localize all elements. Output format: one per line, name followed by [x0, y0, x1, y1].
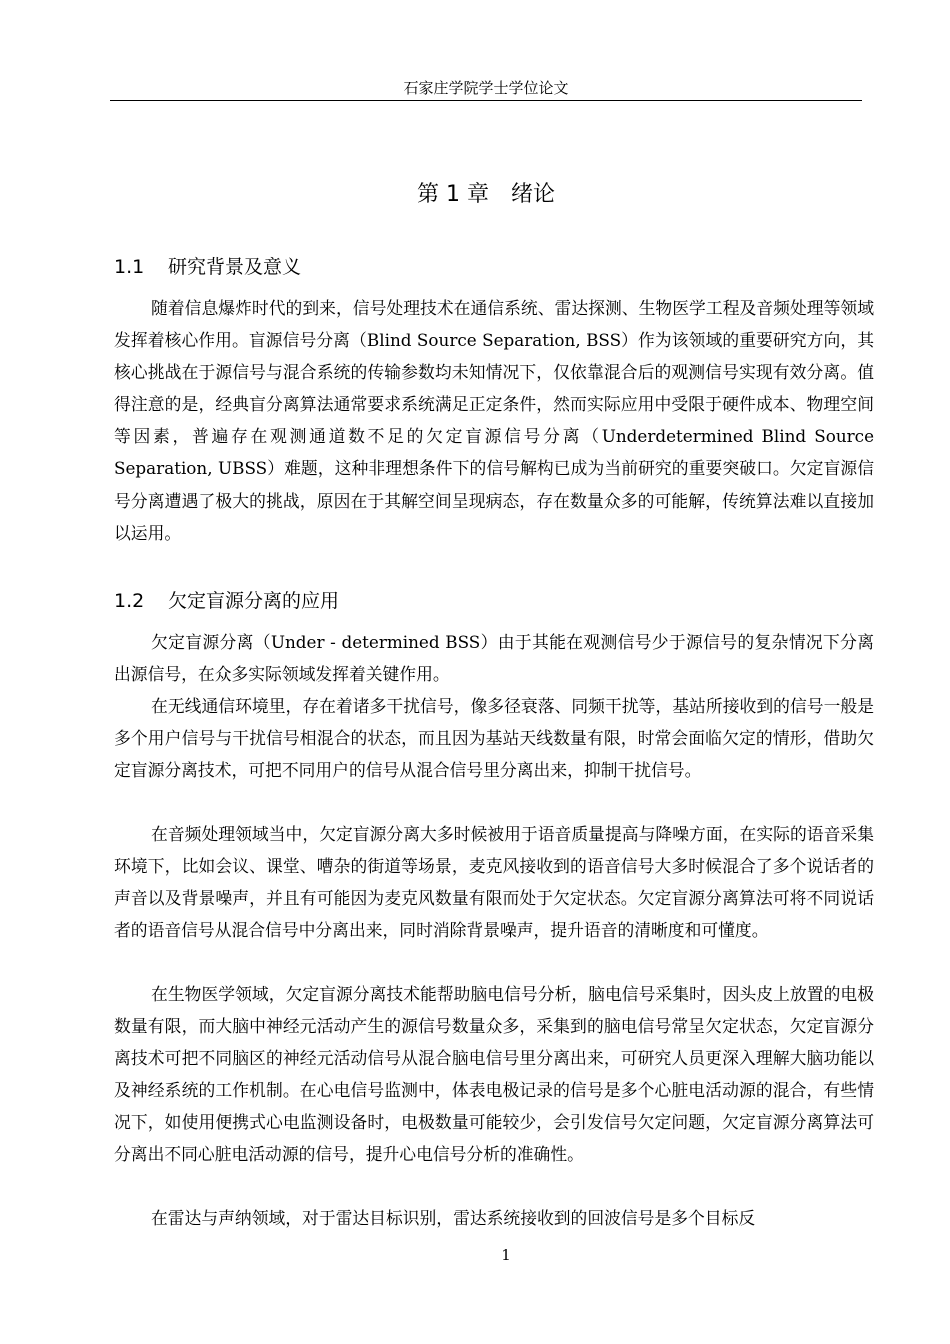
running-header: 石家庄学院学士学位论文 — [403, 79, 569, 97]
paragraph: 在无线通信环境里，存在着诸多干扰信号，像多径衰落、同频干扰等，基站所接收到的信号一般是多个用户信号与干扰信号相混合的状态，而且因为基站天线数量有限，时常会面临欠定的情形，借助欠定盲源分离技术，可把不同用户的信号从混合信号里分离出来，抑制干扰信号。 — [114, 696, 874, 781]
chapter-number: 第 1 章 — [417, 182, 489, 207]
paragraph: 在音频处理领域当中，欠定盲源分离大多时候被用于语音质量提高与降噪方面，在实际的语音采集环境下，比如会议、课堂、嘈杂的街道等场景，麦克风接收到的语音信号大多时候混合了多个说话者的声音以及背景噪声，并且有可能因为麦克风数量有限而处于欠定状态。欠定盲源分离算法可将不同说话者的语音信号从混合信号中分离出来，同时消除背景噪声，提升语音的清晰度和可懂度。 — [114, 824, 874, 941]
paragraph: 随着信息爆炸时代的到来，信号处理技术在通信系统、雷达探测、生物医学工程及音频处理等领域发挥着核心作用。盲源信号分离（Blind Source Separation, BSS）作为该领域的重要研究方向，其核心挑战在于源信号与混合系统的传输参数均未知情况下，仅依靠混合后的观测信号实现有效分离。值得注意的是，经典盲分离算法通常要求系统满足正定条件，然而实际应用中受限于硬件成本、物理空间等因素，普遍存在观测通道数不足的欠定盲源信号分离（Underdetermined Blind Source Separation, UBSS）难题，这种非理想条件下的信号解构已成为当前研究的重要突破口。欠定盲源信号分离遭遇了极大的挑战，原因在于其解空间呈现病态，存在数量众多的可能解，传统算法难以直接加以运用。 — [114, 298, 874, 543]
section-number: 1.2 — [114, 590, 145, 612]
section-title: 研究背景及意义 — [168, 256, 302, 278]
section-number: 1.1 — [114, 256, 145, 278]
section-heading-1-1 — [114, 252, 301, 282]
paragraph: 在生物医学领域，欠定盲源分离技术能帮助脑电信号分析，脑电信号采集时，因头皮上放置的电极数量有限，而大脑中神经元活动产生的源信号数量众多，采集到的脑电信号常呈欠定状态，欠定盲源分离技术可把不同脑区的神经元活动信号从混合脑电信号里分离出来，可研究人员更深入理解大脑功能以及神经系统的工作机制。在心电信号监测中，体表电极记录的信号是多个心脏电活动源的混合，有些情况下，如使用便携式心电监测设备时，电极数量可能较少，会引发信号欠定问题，欠定盲源分离算法可分离出不同心脏电活动源的信号，提升心电信号分析的准确性。 — [114, 984, 874, 1165]
section-heading-1-2 — [114, 586, 339, 616]
header-rule — [110, 100, 862, 101]
paragraph: 在雷达与声纳领域，对于雷达目标识别，雷达系统接收到的回波信号是多个目标反 — [151, 1208, 756, 1228]
chapter-title — [110, 178, 862, 212]
paragraph: 欠定盲源分离（Under - determined BSS）由于其能在观测信号少于源信号的复杂情况下分离出源信号，在众多实际领域发挥着关键作用。 — [114, 632, 874, 685]
page-number: 1 — [501, 1246, 511, 1264]
chapter-name: 绪论 — [510, 182, 555, 207]
section-title: 欠定盲源分离的应用 — [168, 590, 340, 612]
